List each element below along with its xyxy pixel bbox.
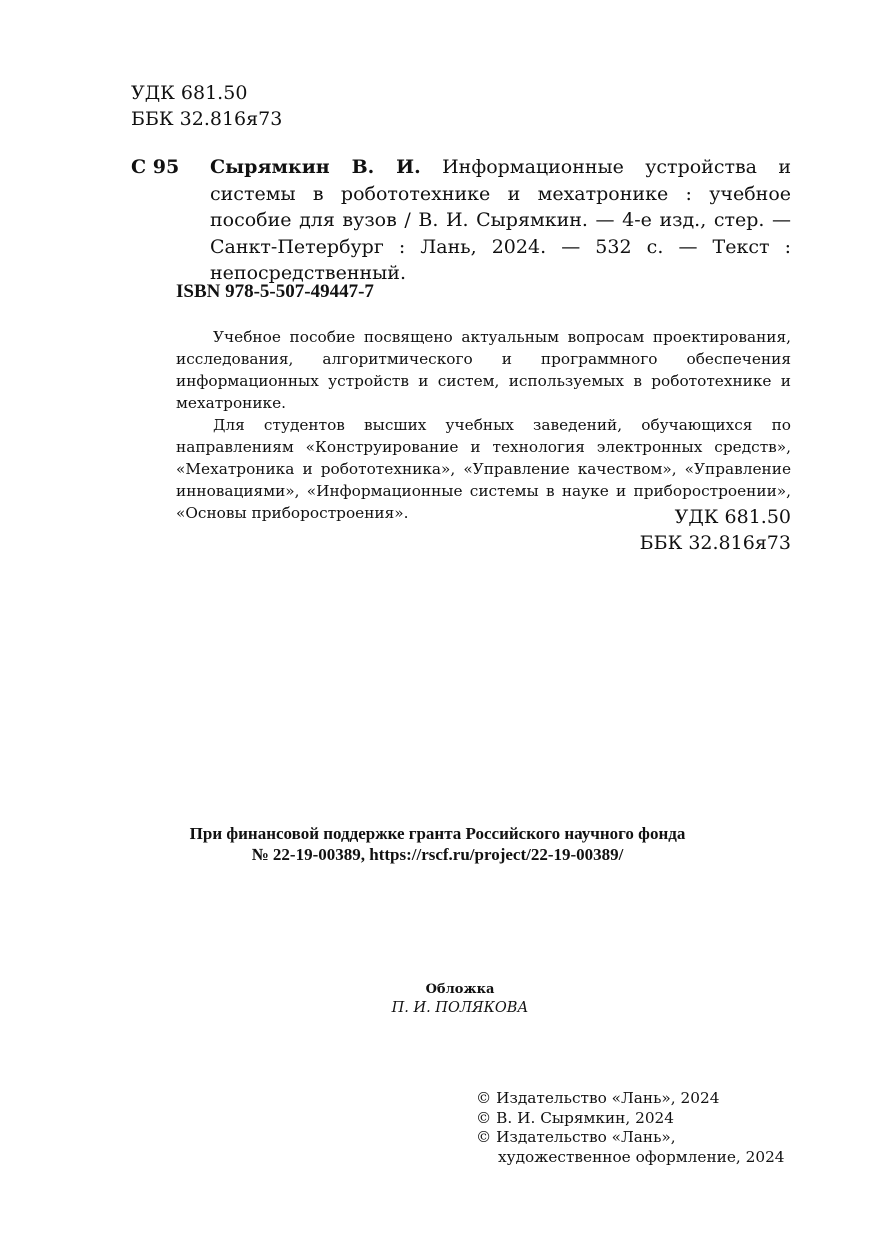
annotation-paragraph: Для студентов высших учебных заведений, обучающихся по направлениям «Конструирование и технология электронных средств», «Мехатроника и робототехника», «Управление качеством», «Управление инновациями», «Информационные системы в науке и приборостроении», «Основы приборостроения». [176,416,791,522]
cover-label: Обложка [425,982,495,997]
udk-code: УДК 681.50 [131,82,248,104]
udk-code: УДК 681.50 [674,506,791,528]
author-name: Сырямкин В. И. [210,156,421,178]
copyright-block [476,1089,785,1167]
copyright-line: художественное оформление, 2024 [498,1147,785,1166]
description-text: Информационные устройства и системы в робототехнике и мехатронике : учебное пособие для вузов / В. И. Сырямкин. — 4-е изд., стер. — Санкт-Петербург : Лань, 2024. — 532 с. — Текст : непосредственный. [210,156,792,284]
annotation [176,326,791,524]
grant-line: При финансовой поддержке гранта Российского научного фонда [189,824,686,843]
bibliographic-description [210,154,791,287]
copyright-line: © Издательство «Лань», 2024 [476,1089,720,1107]
bbk-code: ББК 32.816я73 [639,532,791,554]
copyright-line: © В. И. Сырямкин, 2024 [476,1108,675,1127]
cover-designer: П. И. ПОЛЯКОВА [391,1000,529,1016]
cover-credit [0,980,875,1018]
catalog-record [131,154,791,287]
copyright-line: © Издательство «Лань», [476,1128,676,1146]
grant-notice [0,823,875,865]
bbk-code: ББК 32.816я73 [131,108,283,130]
annotation-paragraph: Учебное пособие посвящено актуальным вопросам проектирования, исследования, алгоритмического и программного обеспечения информационных устройств и систем, используемых в робототехнике и мехатронике. [176,328,791,412]
grant-link[interactable]: № 22-19-00389, https://rscf.ru/project/22-19-00389/ [251,845,624,864]
classification-codes-bottom [640,504,791,556]
author-mark: С 95 [131,156,180,178]
isbn: ISBN 978-5-507-49447-7 [176,281,374,302]
classification-codes-top [131,80,282,132]
